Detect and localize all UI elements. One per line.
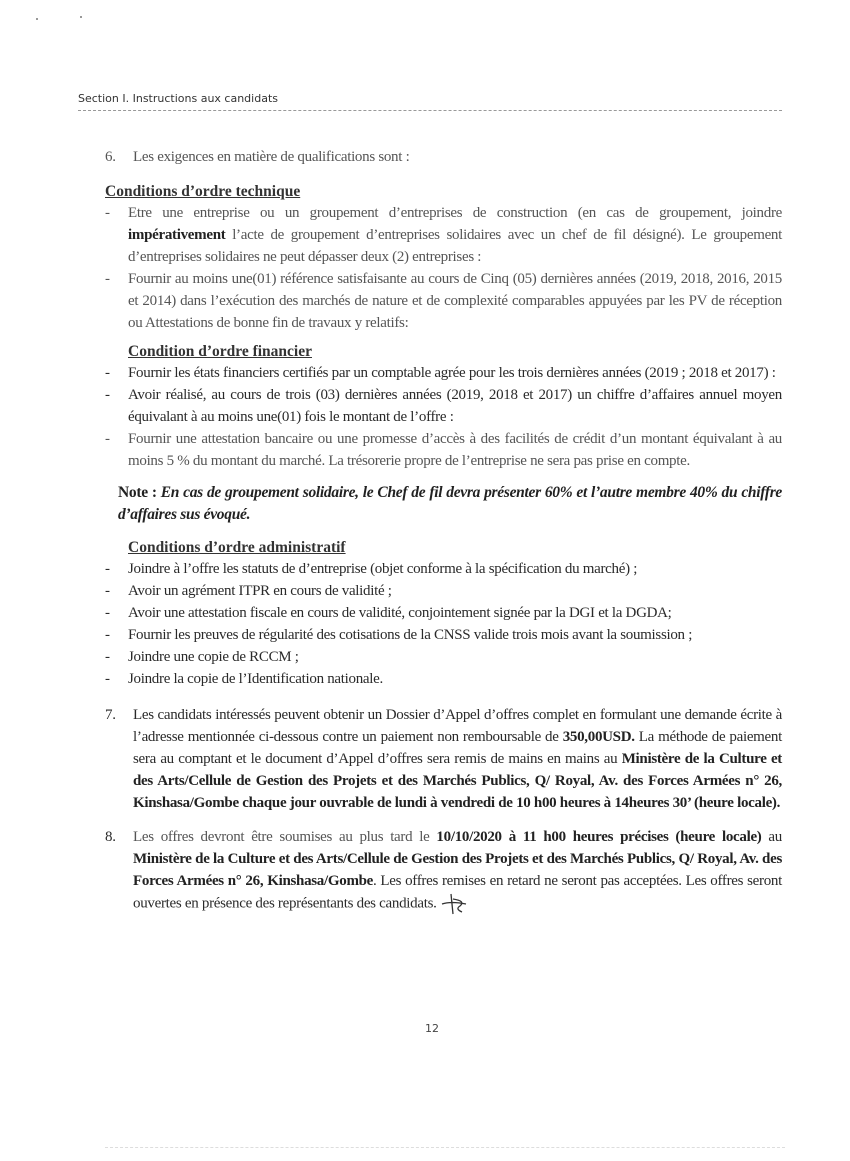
footer-rule bbox=[105, 1147, 785, 1148]
page-number: 12 bbox=[425, 1022, 439, 1035]
bold-segment: impérativement bbox=[128, 227, 226, 243]
heading-financier: Condition d’ordre financier bbox=[128, 343, 312, 360]
header-rule bbox=[78, 110, 782, 111]
scan-speck bbox=[80, 16, 82, 18]
bold-segment: 350,00USD. bbox=[562, 729, 635, 745]
document-body bbox=[105, 146, 782, 916]
list-item: - Fournir les preuves de régularité des cotisations de la CNSS valide trois mois avant la soumission ; bbox=[105, 624, 782, 646]
list-item bbox=[105, 202, 782, 268]
scan-speck bbox=[36, 18, 38, 20]
initials-signature-icon bbox=[439, 892, 469, 916]
item-number: 6. bbox=[105, 149, 116, 165]
item-7 bbox=[105, 704, 782, 814]
item-number: 7. bbox=[105, 707, 116, 723]
running-header: Section I. Instructions aux candidats bbox=[78, 92, 278, 105]
item-number: 8. bbox=[105, 829, 116, 845]
item-8 bbox=[105, 826, 782, 916]
list-item: - Joindre à l’offre les statuts de d’entreprise (objet conforme à la spécification du marché) ; bbox=[105, 558, 782, 580]
note bbox=[118, 482, 782, 526]
list-item: - Joindre une copie de RCCM ; bbox=[105, 646, 782, 668]
text-segment: Etre une entreprise ou un groupement d’entreprises de construction (en cas de groupement, joindre bbox=[128, 205, 782, 221]
list-item: - Fournir au moins une(01) référence satisfaisante au cours de Cinq (05) dernières années (2019, 2018, 2016, 2015 et 2014) dans l’exécution des marchés de nature et de complexité comparables appuyées par les PV de réception ou Attestations de bonne fin de travaux y relatifs: bbox=[105, 268, 782, 334]
note-text: En cas de groupement solidaire, le Chef de fil devra présenter 60% et l’autre membre 40% du chiffre d’affaires sus évoqué. bbox=[118, 484, 783, 523]
text-segment: au bbox=[761, 829, 782, 845]
text-segment: Les candidats intéressés peuvent obtenir un Dossier d’Appel d’offres complet en formulant une demande écrite à l’adresse mentionnée ci-dessous contre un paiement non remboursable de bbox=[133, 707, 782, 745]
bold-segment: 10/10/2020 à 11 h00 heures précises (heure locale) bbox=[436, 829, 762, 845]
bold-segment: Ministère de la Culture et des Arts/Cellule de Gestion des Projets et des Marchés Publics, Q/ Royal, Av. des Forces Armées n° 26, Kinshasa/Gombe chaque jour ouvrable de lundi à vendredi de 10 h00 heures à 14heures 30’ (heure locale). bbox=[133, 751, 782, 811]
financier-list bbox=[105, 362, 782, 472]
item-6 bbox=[105, 146, 782, 168]
item-text: Les exigences en matière de qualifications sont : bbox=[133, 149, 410, 165]
list-item: - Fournir une attestation bancaire ou une promesse d’accès à des facilités de crédit d’un montant équivalant à au moins 5 % du montant du marché. La trésorerie propre de l’entreprise ne sera pas prise en compte. bbox=[105, 428, 782, 472]
heading-administratif: Conditions d’ordre administratif bbox=[128, 539, 346, 556]
note-label: Note : bbox=[118, 484, 161, 501]
list-item: - Fournir les états financiers certifiés par un comptable agrée pour les trois dernières années (2019 ; 2018 et 2017) : bbox=[105, 362, 782, 384]
text-segment: . Les offres remises en retard ne seront pas acceptées. Les offres seront ouvertes en présence des représentants des candidats. bbox=[133, 873, 782, 912]
text-segment: l’acte de groupement d’entreprises solidaires avec un chef de fil désigné). Le groupement d’entreprises solidaires ne peut dépasser deux (2) entreprises : bbox=[128, 227, 782, 265]
bold-segment: Ministère de la Culture et des Arts/Cellule de Gestion des Projets et des Marchés Publics, Q/ Royal, Av. des Forces Armées n° 26, Kinshasa/Gombe bbox=[133, 851, 782, 889]
list-item: - Avoir un agrément ITPR en cours de validité ; bbox=[105, 580, 782, 602]
administratif-list bbox=[105, 558, 782, 690]
text-segment: La méthode de paiement sera au comptant et le document d’Appel d’offres sera remis de mains en mains au bbox=[133, 729, 782, 767]
heading-technique: Conditions d’ordre technique bbox=[105, 183, 301, 200]
text-segment: Les offres devront être soumises au plus tard le bbox=[133, 829, 437, 845]
list-item: - Avoir une attestation fiscale en cours de validité, conjointement signée par la DGI et la DGDA; bbox=[105, 602, 782, 624]
list-item: - Joindre la copie de l’Identification nationale. bbox=[105, 668, 782, 690]
list-item: - Avoir réalisé, au cours de trois (03) dernières années (2019, 2018 et 2017) un chiffre d’affaires annuel moyen équivalant à au moins une(01) fois le montant de l’offre : bbox=[105, 384, 782, 428]
technique-list bbox=[105, 202, 782, 334]
